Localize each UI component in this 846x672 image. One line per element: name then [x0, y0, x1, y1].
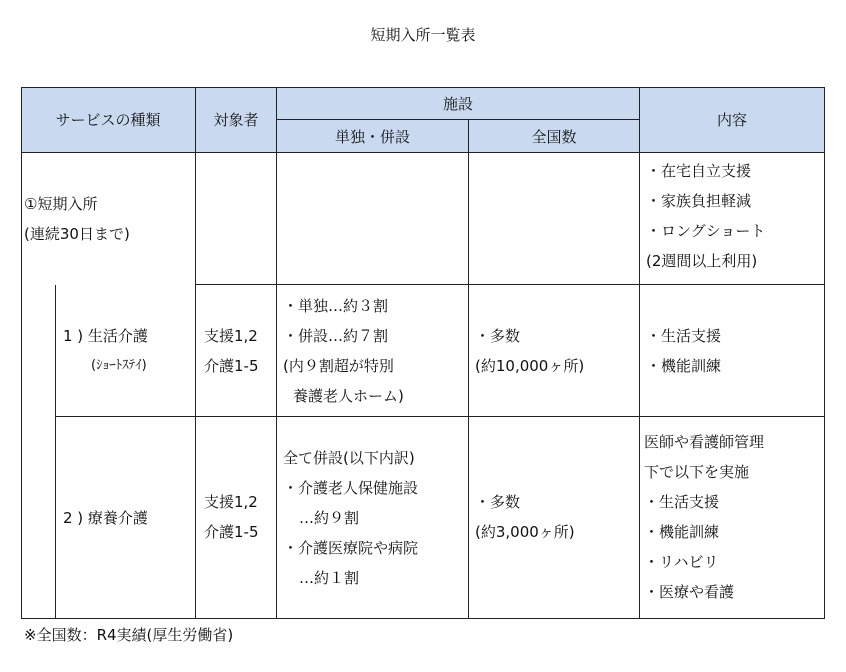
content-line: 医師や看護師管理 — [644, 433, 765, 451]
single-line: ・介護老人保健施設 — [283, 479, 419, 497]
single-line: ・単独…約３割 — [283, 297, 389, 315]
national-line: (約10,000ヶ所) — [475, 357, 585, 375]
header-facility: 施設 — [277, 87, 640, 120]
row1-service — [55, 285, 196, 417]
main-row-period: (連続30日まで) — [24, 225, 130, 243]
content-line: ・機能訓練 — [646, 357, 722, 375]
main-row-content — [640, 153, 825, 285]
main-row-single — [277, 153, 469, 285]
row2-content — [640, 417, 825, 619]
single-line: …約９割 — [299, 509, 360, 527]
target-line: 支援1,2 — [204, 493, 258, 511]
single-line: (内９割超が特別 — [283, 357, 394, 375]
content-line: ・家族負担軽減 — [646, 192, 752, 210]
content-line: ・在宅自立支援 — [646, 162, 752, 180]
national-line: (約3,000ヶ所) — [475, 523, 575, 541]
header-content: 内容 — [640, 87, 825, 153]
short-stay-table — [21, 87, 825, 619]
single-line: ・介護医療院や病院 — [283, 539, 419, 557]
row2-name: 2 ) 療養介護 — [63, 509, 148, 527]
main-row-name: ①短期入所 — [24, 195, 98, 213]
row1-national — [469, 285, 640, 417]
content-line: ・医療や看護 — [644, 583, 735, 601]
national-line: ・多数 — [475, 327, 521, 345]
row1-name: 1 ) 生活介護 — [63, 327, 148, 345]
content-line: ・リハビリ — [644, 553, 719, 571]
single-line: …約１割 — [299, 569, 360, 587]
row2-single — [277, 417, 469, 619]
main-row-service — [21, 153, 196, 285]
row2-target — [196, 417, 277, 619]
main-row-target — [196, 153, 277, 285]
page-title: 短期入所一覧表 — [370, 26, 476, 44]
footnote: ※全国数：R4実績(厚生労働省) — [24, 626, 234, 644]
single-line: ・併設…約７割 — [283, 327, 389, 345]
header-facility-national: 全国数 — [469, 120, 640, 153]
target-line: 支援1,2 — [204, 327, 258, 345]
content-line: ・生活支援 — [646, 327, 722, 345]
single-line: 全て併設(以下内訳) — [283, 449, 415, 467]
content-line: ・機能訓練 — [644, 523, 720, 541]
content-line: (2週間以上利用) — [646, 252, 758, 270]
header-service-type: サービスの種類 — [21, 87, 196, 153]
content-line: 下で以下を実施 — [644, 463, 750, 481]
single-line: 養護老人ホーム) — [293, 387, 404, 405]
content-line: ・生活支援 — [644, 493, 720, 511]
row1-content — [640, 285, 825, 417]
target-line: 介護1-5 — [204, 523, 259, 541]
header-target: 対象者 — [196, 87, 277, 153]
header-facility-single: 単独・併設 — [277, 120, 469, 153]
content-line: ・ロングショート — [646, 222, 766, 240]
row2-national — [469, 417, 640, 619]
main-row-national — [469, 153, 640, 285]
row2-service — [55, 417, 196, 619]
national-line: ・多数 — [475, 493, 521, 511]
target-line: 介護1-5 — [204, 357, 259, 375]
row1-target — [196, 285, 277, 417]
row1-subname: (ｼｮｰﾄｽﾃｲ) — [91, 358, 147, 373]
row1-single — [277, 285, 469, 417]
